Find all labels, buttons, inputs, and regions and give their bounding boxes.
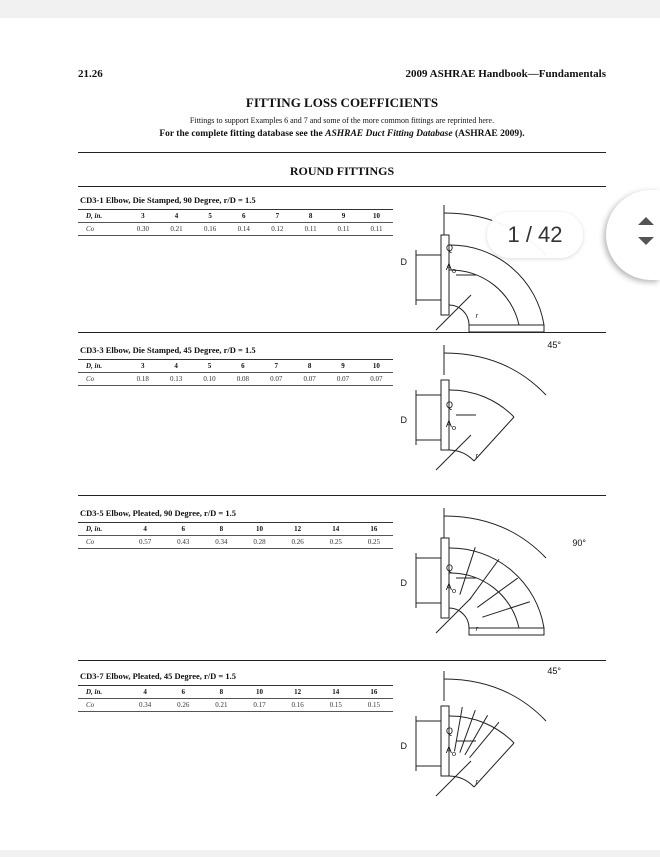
radius-label: r <box>475 626 478 633</box>
radius-label: r <box>475 779 478 786</box>
page-title: FITTING LOSS COEFFICIENTS <box>245 95 439 110</box>
table-cell: 4 <box>126 523 164 536</box>
table-cell: 6 <box>226 360 259 373</box>
page-number: 21.26 <box>78 68 103 80</box>
divider <box>78 495 606 496</box>
table-cell: 9 <box>326 360 359 373</box>
table-cell: 4 <box>126 686 164 699</box>
fitting-title: CD3-5 Elbow, Pleated, 90 Degree, r/D = 1.5 <box>80 508 237 518</box>
diameter-label: D <box>400 415 407 425</box>
table-cell: 0.57 <box>126 536 164 549</box>
running-header: 2009 ASHRAE Handbook—Fundamentals <box>405 68 606 80</box>
table-cell: 0.11 <box>327 223 360 236</box>
area-label <box>446 582 456 595</box>
fitting-title: CD3-3 Elbow, Die Stamped, 45 Degree, r/D = 1.5 <box>80 345 256 355</box>
angle-label: 90° <box>572 538 586 548</box>
table-cell: 8 <box>202 523 240 536</box>
table-cell: 0.18 <box>126 373 159 386</box>
area-subscript: o <box>451 585 456 595</box>
area-subscript: o <box>451 748 456 758</box>
coefficient-table <box>78 209 393 236</box>
database-name: ASHRAE Duct Fitting Database <box>325 129 453 139</box>
table-cell: 0.15 <box>355 699 393 712</box>
table-cell: 10 <box>360 360 393 373</box>
table-cell: 0.25 <box>355 536 393 549</box>
table-cell: 0.11 <box>294 223 327 236</box>
table-cell: 12 <box>279 686 317 699</box>
table-cell: 0.34 <box>202 536 240 549</box>
area-letter: A <box>445 582 452 592</box>
subtitle: Fittings to support Examples 6 and 7 and some of the more common fittings are reprinted here. <box>189 116 495 125</box>
angle-label: 45° <box>547 340 561 350</box>
table-cell: 0.08 <box>226 373 259 386</box>
table-row <box>78 360 393 373</box>
table-row <box>78 699 393 712</box>
area-label <box>446 262 456 275</box>
angle-label: 45° <box>547 666 561 676</box>
table-cell: 14 <box>317 686 355 699</box>
divider <box>78 152 606 153</box>
elbow-diagram <box>396 335 586 475</box>
diameter-label: D <box>400 578 407 588</box>
table-cell: 0.26 <box>164 699 202 712</box>
section-title: ROUND FITTINGS <box>289 164 395 178</box>
table-row <box>78 686 393 699</box>
radius-label: r <box>475 313 478 320</box>
table-cell: 12 <box>279 523 317 536</box>
row-header: D, in. <box>78 686 126 699</box>
divider <box>78 186 606 187</box>
table-row <box>78 210 393 223</box>
table-cell: 0.26 <box>279 536 317 549</box>
subtitle-text: (ASHRAE 2009). <box>452 129 525 139</box>
table-cell: 8 <box>202 686 240 699</box>
table-cell: 0.30 <box>126 223 160 236</box>
radius-label: r <box>475 453 478 460</box>
table-cell: 6 <box>227 210 261 223</box>
table-cell: 0.34 <box>126 699 164 712</box>
table-cell: 10 <box>240 686 278 699</box>
table-cell: 5 <box>193 360 226 373</box>
coefficient-table <box>78 522 393 549</box>
table-cell: 3 <box>126 360 159 373</box>
table-cell: 0.07 <box>260 373 293 386</box>
table-cell: 0.43 <box>164 536 202 549</box>
table-cell: 6 <box>164 686 202 699</box>
area-label <box>446 745 456 758</box>
table-cell: 0.12 <box>261 223 295 236</box>
coefficient-table <box>78 359 393 386</box>
table-row <box>78 523 393 536</box>
table-cell: 0.11 <box>360 223 393 236</box>
area-letter: A <box>445 419 452 429</box>
table-cell: 16 <box>355 686 393 699</box>
fitting-title: CD3-7 Elbow, Pleated, 45 Degree, r/D = 1.5 <box>80 671 237 681</box>
table-row <box>78 536 393 549</box>
table-cell: 0.21 <box>160 223 194 236</box>
area-letter: A <box>445 262 452 272</box>
flow-label: Q <box>445 563 453 573</box>
table-cell: 7 <box>261 210 295 223</box>
table-cell: 0.07 <box>360 373 393 386</box>
row-header: Co <box>78 536 126 549</box>
table-cell: 16 <box>355 523 393 536</box>
table-cell: 0.25 <box>317 536 355 549</box>
row-header: D, in. <box>78 360 126 373</box>
table-cell: 0.17 <box>240 699 278 712</box>
subtitle-text: For the complete fitting database see the <box>159 129 326 139</box>
table-cell: 0.13 <box>159 373 192 386</box>
table-cell: 0.21 <box>202 699 240 712</box>
elbow-diagram <box>396 661 586 801</box>
flow-label: Q <box>445 400 453 410</box>
previous-page-icon[interactable] <box>638 217 654 225</box>
table-cell: 5 <box>193 210 227 223</box>
table-row <box>78 223 393 236</box>
coefficient-table <box>78 685 393 712</box>
table-cell: 0.16 <box>279 699 317 712</box>
table-cell: 8 <box>294 210 327 223</box>
table-cell: 0.16 <box>193 223 227 236</box>
area-subscript: o <box>451 265 456 275</box>
table-cell: 0.15 <box>317 699 355 712</box>
table-cell: 8 <box>293 360 326 373</box>
flow-label: Q <box>445 243 453 253</box>
flow-label: Q <box>445 726 453 736</box>
subtitle-database <box>24 129 660 139</box>
table-cell: 10 <box>360 210 393 223</box>
table-row <box>78 373 393 386</box>
table-cell: 3 <box>126 210 160 223</box>
table-cell: 10 <box>240 523 278 536</box>
table-cell: 4 <box>159 360 192 373</box>
area-label <box>446 419 456 432</box>
table-cell: 7 <box>260 360 293 373</box>
table-cell: 0.07 <box>326 373 359 386</box>
row-header: Co <box>78 223 126 236</box>
elbow-diagram <box>396 498 586 638</box>
table-cell: 0.14 <box>227 223 261 236</box>
table-cell: 6 <box>164 523 202 536</box>
table-cell: 0.07 <box>293 373 326 386</box>
table-cell: 0.10 <box>193 373 226 386</box>
table-cell: 14 <box>317 523 355 536</box>
area-letter: A <box>445 745 452 755</box>
row-header: Co <box>78 373 126 386</box>
table-cell: 0.28 <box>240 536 278 549</box>
table-cell: 4 <box>160 210 194 223</box>
row-header: Co <box>78 699 126 712</box>
row-header: D, in. <box>78 210 126 223</box>
row-header: D, in. <box>78 523 126 536</box>
next-page-icon[interactable] <box>638 237 654 245</box>
diameter-label: D <box>400 257 407 267</box>
diameter-label: D <box>400 741 407 751</box>
page-indicator: 1 / 42 <box>487 212 583 258</box>
fitting-title: CD3-1 Elbow, Die Stamped, 90 Degree, r/D = 1.5 <box>80 195 256 205</box>
area-subscript: o <box>451 422 456 432</box>
table-cell: 9 <box>327 210 360 223</box>
